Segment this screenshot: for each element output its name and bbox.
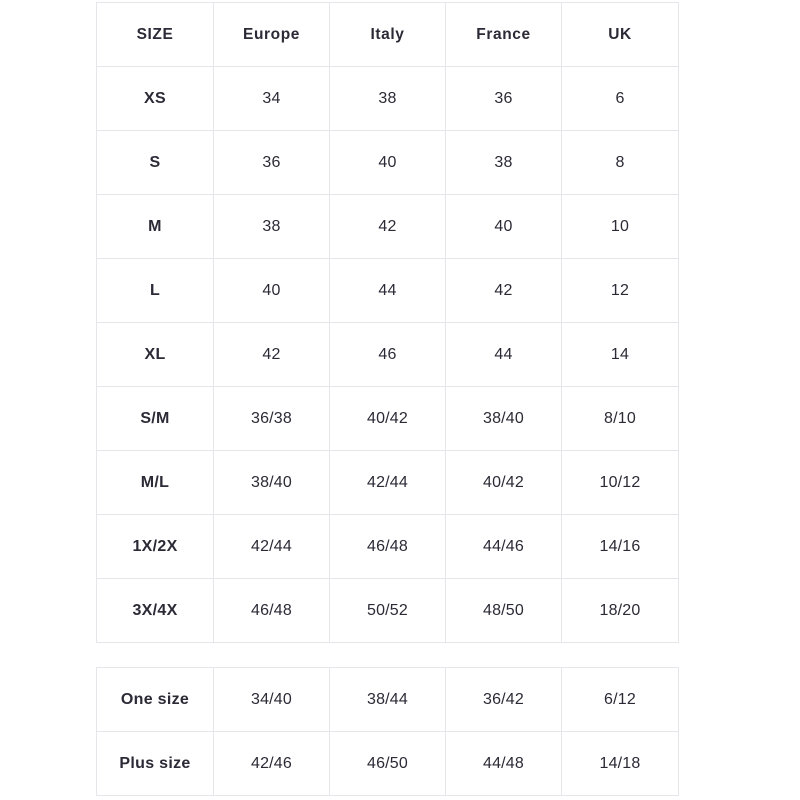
cell-uk: 10/12 <box>562 451 679 515</box>
column-header-france: France <box>446 3 562 67</box>
table-row <box>97 515 679 579</box>
row-label-one-size: One size <box>97 668 214 732</box>
table-row <box>97 579 679 643</box>
cell-italy: 40/42 <box>330 387 446 451</box>
one-size-table <box>96 667 679 796</box>
cell-uk: 14 <box>562 323 679 387</box>
size-conversion-table-container <box>96 2 678 643</box>
cell-uk: 14/16 <box>562 515 679 579</box>
cell-italy: 42 <box>330 195 446 259</box>
cell-italy: 40 <box>330 131 446 195</box>
column-header-size: SIZE <box>97 3 214 67</box>
cell-italy: 38 <box>330 67 446 131</box>
column-header-uk: UK <box>562 3 679 67</box>
table-row <box>97 668 679 732</box>
row-label: M <box>97 195 214 259</box>
size-conversion-table <box>96 2 679 643</box>
table-row <box>97 451 679 515</box>
row-label: S/M <box>97 387 214 451</box>
cell-europe: 34 <box>214 67 330 131</box>
table-row <box>97 67 679 131</box>
cell-europe: 42/44 <box>214 515 330 579</box>
cell-italy: 46/48 <box>330 515 446 579</box>
table-row <box>97 732 679 796</box>
cell-france: 36 <box>446 67 562 131</box>
row-label: M/L <box>97 451 214 515</box>
table-row <box>97 259 679 323</box>
cell-france: 48/50 <box>446 579 562 643</box>
cell-uk: 18/20 <box>562 579 679 643</box>
row-label: 1X/2X <box>97 515 214 579</box>
cell-france: 36/42 <box>446 668 562 732</box>
cell-italy: 46 <box>330 323 446 387</box>
cell-uk: 8/10 <box>562 387 679 451</box>
table-body <box>97 668 679 796</box>
table-header-row <box>97 3 679 67</box>
cell-france: 38/40 <box>446 387 562 451</box>
table-row <box>97 387 679 451</box>
cell-europe: 34/40 <box>214 668 330 732</box>
cell-uk: 8 <box>562 131 679 195</box>
row-label: L <box>97 259 214 323</box>
cell-france: 44 <box>446 323 562 387</box>
cell-france: 40 <box>446 195 562 259</box>
cell-europe: 36 <box>214 131 330 195</box>
cell-france: 44/46 <box>446 515 562 579</box>
cell-italy: 50/52 <box>330 579 446 643</box>
cell-italy: 46/50 <box>330 732 446 796</box>
table-row <box>97 131 679 195</box>
row-label: S <box>97 131 214 195</box>
cell-europe: 42 <box>214 323 330 387</box>
cell-italy: 42/44 <box>330 451 446 515</box>
cell-uk: 6 <box>562 67 679 131</box>
row-label: XS <box>97 67 214 131</box>
cell-france: 38 <box>446 131 562 195</box>
cell-uk: 12 <box>562 259 679 323</box>
cell-uk: 14/18 <box>562 732 679 796</box>
table-row <box>97 195 679 259</box>
cell-italy: 38/44 <box>330 668 446 732</box>
cell-europe: 42/46 <box>214 732 330 796</box>
table-body <box>97 67 679 643</box>
column-header-italy: Italy <box>330 3 446 67</box>
cell-europe: 40 <box>214 259 330 323</box>
cell-france: 40/42 <box>446 451 562 515</box>
cell-france: 44/48 <box>446 732 562 796</box>
one-size-table-container <box>96 667 678 796</box>
row-label-plus-size: Plus size <box>97 732 214 796</box>
cell-europe: 38/40 <box>214 451 330 515</box>
row-label: 3X/4X <box>97 579 214 643</box>
row-label: XL <box>97 323 214 387</box>
cell-uk: 6/12 <box>562 668 679 732</box>
cell-europe: 38 <box>214 195 330 259</box>
cell-uk: 10 <box>562 195 679 259</box>
cell-france: 42 <box>446 259 562 323</box>
cell-italy: 44 <box>330 259 446 323</box>
table-row <box>97 323 679 387</box>
table-header <box>97 3 679 67</box>
cell-europe: 46/48 <box>214 579 330 643</box>
column-header-europe: Europe <box>214 3 330 67</box>
cell-europe: 36/38 <box>214 387 330 451</box>
